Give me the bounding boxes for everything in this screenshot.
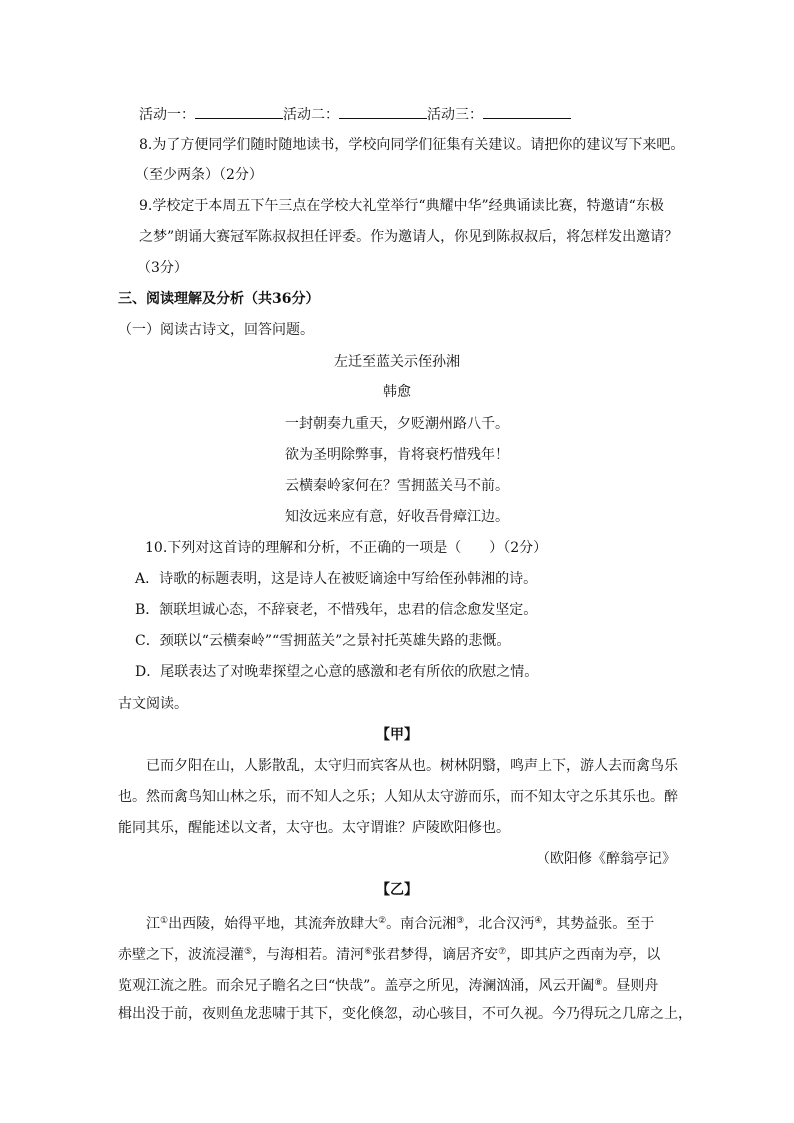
passage-jia-line: 也。然而禽鸟知山林之乐，而不知人之乐；人知从太守游而乐，而不知太守之乐其乐也。醉 xyxy=(118,789,678,805)
passage-yi-heading: 【乙】 xyxy=(376,882,418,898)
question-10-option-c: C．颈联以“云横秦岭”“雪拥蓝关”之景衬托英雄失路的悲慨。 xyxy=(135,633,511,649)
passage-text: 。昼则舟 xyxy=(602,978,659,994)
passage-jia-line: 能同其乐，醒能述以文者，太守也。太守谓谁？庐陵欧阳修也。 xyxy=(118,820,510,836)
section-3-heading: 三、阅读理解及分析（共36分） xyxy=(118,291,320,307)
footnote-marker: ④ xyxy=(534,916,543,926)
footnote-marker: ⑦ xyxy=(498,947,507,957)
activity-blanks-line xyxy=(139,104,571,125)
passage-yi-line-2 xyxy=(118,942,660,965)
passage-text: ，其势益张。至于 xyxy=(542,916,655,932)
activity-three-label: 活动三： xyxy=(427,107,483,123)
question-9-line3: （3分） xyxy=(137,260,188,276)
poem-author: 韩愈 xyxy=(383,384,411,400)
activity-two-blank[interactable] xyxy=(339,104,427,119)
classical-reading-label: 古文阅读。 xyxy=(118,696,188,712)
passage-jia-source: （欧阳修《醉翁亭记》 xyxy=(536,851,676,867)
poem-line: 欲为圣明除弊事，肯将衰朽惜残年！ xyxy=(285,447,509,463)
passage-text: ，即其庐之西南为亭，以 xyxy=(506,947,661,963)
activity-one-label: 活动一： xyxy=(139,107,195,123)
question-10-option-a: A．诗歌的标题表明，这是诗人在被贬谪途中写给侄孙韩湘的诗。 xyxy=(135,571,538,587)
question-9-line2: 之梦”朗诵大赛冠军陈叔叔担任评委。作为邀请人，你见到陈叔叔后，将怎样发出邀请？ xyxy=(139,229,679,245)
passage-text: 江 xyxy=(146,916,160,932)
activity-three-blank[interactable] xyxy=(483,104,571,119)
passage-text: ，与海相若。清河 xyxy=(252,947,365,963)
question-10-option-b: B．颔联坦诚心态，不辞衰老，不惜残年，忠君的信念愈发坚定。 xyxy=(135,602,538,618)
footnote-marker: ③ xyxy=(456,916,465,926)
activity-two-label: 活动二： xyxy=(283,107,339,123)
section-3-subheading: （一）阅读古诗文，回答问题。 xyxy=(118,322,314,338)
passage-text: 张君梦得，谪居齐安 xyxy=(372,947,499,963)
question-8-line2: （至少两条）（2分） xyxy=(135,167,263,183)
passage-yi-line-4: 楫出没于前，夜则鱼龙悲啸于其下，变化倏忽，动心骇目，不可久视。今乃得玩之几席之上， xyxy=(118,1006,692,1022)
question-10-stem: 10.下列对这首诗的理解和分析，不正确的一项是（ ）（2分） xyxy=(145,540,548,556)
footnote-marker: ⑤ xyxy=(244,947,253,957)
poem-line: 知汝远来应有意，好收吾骨瘴江边。 xyxy=(285,509,509,525)
poem-title: 左迁至蓝关示侄孙湘 xyxy=(334,354,460,370)
footnote-marker: ⑧ xyxy=(594,978,603,988)
passage-yi-line-1 xyxy=(146,911,654,934)
passage-text: 览观江流之胜。而余兄子瞻名之曰“快哉”。盖亭之所见，涛澜汹涌，风云开阖 xyxy=(118,978,595,994)
question-8-line1: 8.为了方便同学们随时随地读书，学校向同学们征集有关建议。请把你的建议写下来吧。 xyxy=(139,137,685,153)
footnote-marker: ⑥ xyxy=(364,947,373,957)
question-10-option-d: D．尾联表达了对晚辈探望之心意的感激和老有所依的欣慰之情。 xyxy=(135,664,539,680)
poem-line: 一封朝奏九重天，夕贬潮州路八千。 xyxy=(285,416,509,432)
passage-jia-line: 已而夕阳在山，人影散乱，太守归而宾客从也。树林阴翳，鸣声上下，游人去而禽鸟乐 xyxy=(146,758,678,774)
footnote-marker: ② xyxy=(378,916,387,926)
passage-text: ，北合汉沔 xyxy=(464,916,535,932)
footnote-marker: ① xyxy=(160,916,169,926)
passage-yi-line-3 xyxy=(118,973,658,996)
passage-text: 。南合沅湘 xyxy=(386,916,457,932)
passage-text: 赤壁之下，波流浸灌 xyxy=(118,947,244,963)
activity-one-blank[interactable] xyxy=(195,104,283,119)
question-9-line1: 9.学校定于本周五下午三点在学校大礼堂举行“典耀中华”经典诵读比赛，特邀请“东极 xyxy=(139,198,664,214)
passage-jia-heading: 【甲】 xyxy=(376,727,418,743)
poem-line: 云横秦岭家何在？雪拥蓝关马不前。 xyxy=(285,478,509,494)
passage-text: 出西陵，始得平地，其流奔放肆大 xyxy=(168,916,379,932)
